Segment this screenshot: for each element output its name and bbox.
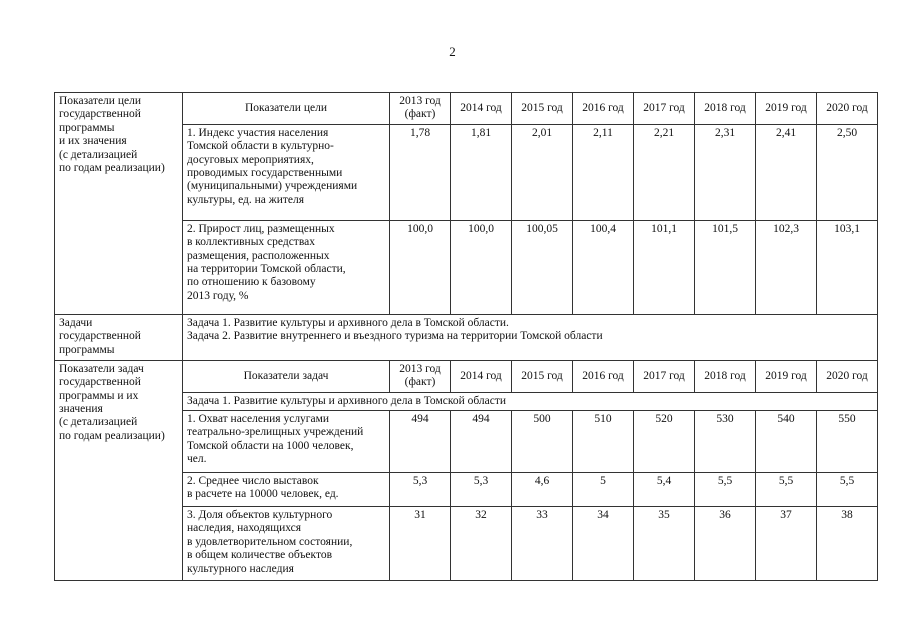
- indicator-value: 520: [634, 411, 695, 473]
- indicator-value: 35: [634, 507, 695, 581]
- indicator-value: 102,3: [756, 220, 817, 314]
- indicator-name: 1. Индекс участия населения Томской области в культурно- досуговых мероприятиях, проводимых государственными (муниципальными) учреждениями культуры, ед. на жителя: [183, 124, 390, 220]
- indicator-value: 530: [695, 411, 756, 473]
- year-header: 2020 год: [817, 93, 878, 125]
- indicator-value: 500: [512, 411, 573, 473]
- year-header: 2014 год: [451, 360, 512, 392]
- year-header: 2013 год (факт): [390, 360, 451, 392]
- indicator-value: 101,1: [634, 220, 695, 314]
- indicator-value: 2,01: [512, 124, 573, 220]
- indicator-value: 5: [573, 473, 634, 507]
- indicator-value: 5,5: [817, 473, 878, 507]
- indicator-value: 37: [756, 507, 817, 581]
- indicator-value: 1,78: [390, 124, 451, 220]
- indicator-value: 510: [573, 411, 634, 473]
- task-indicators-block-label: Показатели задач государственной программы и их значения (с детализацией по годам реализации): [55, 360, 183, 580]
- indicator-value: 2,21: [634, 124, 695, 220]
- indicator-value: 5,3: [451, 473, 512, 507]
- task-subheader: Задача 1. Развитие культуры и архивного дела в Томской области: [183, 392, 878, 410]
- tasks-block-label: Задачи государственной программы: [55, 314, 183, 360]
- indicator-value: 38: [817, 507, 878, 581]
- year-header: 2017 год: [634, 93, 695, 125]
- indicator-name: 3. Доля объектов культурного наследия, находящихся в удовлетворительном состоянии, в общем количестве объектов культурного наследия: [183, 507, 390, 581]
- task-item: Задача 2. Развитие внутреннего и въездного туризма на территории Томской области: [187, 330, 603, 343]
- indicator-value: 5,5: [695, 473, 756, 507]
- year-header: 2019 год: [756, 360, 817, 392]
- program-indicators-table: [54, 92, 878, 581]
- indicator-value: 33: [512, 507, 573, 581]
- year-header: 2016 год: [573, 93, 634, 125]
- year-header: 2014 год: [451, 93, 512, 125]
- year-header: 2016 год: [573, 360, 634, 392]
- task-item: Задача 1. Развитие культуры и архивного дела в Томской области.: [187, 316, 509, 329]
- indicator-name: 2. Прирост лиц, размещенных в коллективных средствах размещения, расположенных на территории Томской области, по отношению к базовому 2013 году, %: [183, 220, 390, 314]
- goals-header-row: [55, 93, 878, 125]
- indicator-value: 100,4: [573, 220, 634, 314]
- year-header: 2015 год: [512, 360, 573, 392]
- indicator-value: 4,6: [512, 473, 573, 507]
- year-header: 2013 год (факт): [390, 93, 451, 125]
- indicator-value: 5,3: [390, 473, 451, 507]
- task-indicator-header: Показатели задач: [183, 360, 390, 392]
- task-indicators-header-row: [55, 360, 878, 392]
- year-header: 2018 год: [695, 93, 756, 125]
- indicator-value: 103,1: [817, 220, 878, 314]
- indicator-value: 5,5: [756, 473, 817, 507]
- indicator-value: 100,05: [512, 220, 573, 314]
- year-header: 2020 год: [817, 360, 878, 392]
- indicator-value: 101,5: [695, 220, 756, 314]
- indicator-value: 540: [756, 411, 817, 473]
- indicator-value: 32: [451, 507, 512, 581]
- goals-block-label: Показатели цели государственной программы и их значения (с детализацией по годам реализации): [55, 93, 183, 315]
- page-number: 2: [449, 44, 456, 59]
- indicator-value: 34: [573, 507, 634, 581]
- indicator-value: 2,50: [817, 124, 878, 220]
- year-header: 2018 год: [695, 360, 756, 392]
- indicator-value: 2,41: [756, 124, 817, 220]
- indicator-value: 494: [451, 411, 512, 473]
- indicator-name: 2. Среднее число выставок в расчете на 10000 человек, ед.: [183, 473, 390, 507]
- goals-indicator-header: Показатели цели: [183, 93, 390, 125]
- indicator-value: 100,0: [451, 220, 512, 314]
- year-header: 2017 год: [634, 360, 695, 392]
- tasks-list: [183, 314, 878, 360]
- indicator-value: 550: [817, 411, 878, 473]
- indicator-value: 31: [390, 507, 451, 581]
- tasks-row: [55, 314, 878, 360]
- indicator-value: 36: [695, 507, 756, 581]
- indicator-value: 2,31: [695, 124, 756, 220]
- indicator-value: 5,4: [634, 473, 695, 507]
- indicator-value: 100,0: [390, 220, 451, 314]
- indicator-value: 1,81: [451, 124, 512, 220]
- indicator-name: 1. Охват населения услугами театрально-зрелищных учреждений Томской области на 1000 человек, чел.: [183, 411, 390, 473]
- year-header: 2019 год: [756, 93, 817, 125]
- year-header: 2015 год: [512, 93, 573, 125]
- indicator-value: 2,11: [573, 124, 634, 220]
- indicator-value: 494: [390, 411, 451, 473]
